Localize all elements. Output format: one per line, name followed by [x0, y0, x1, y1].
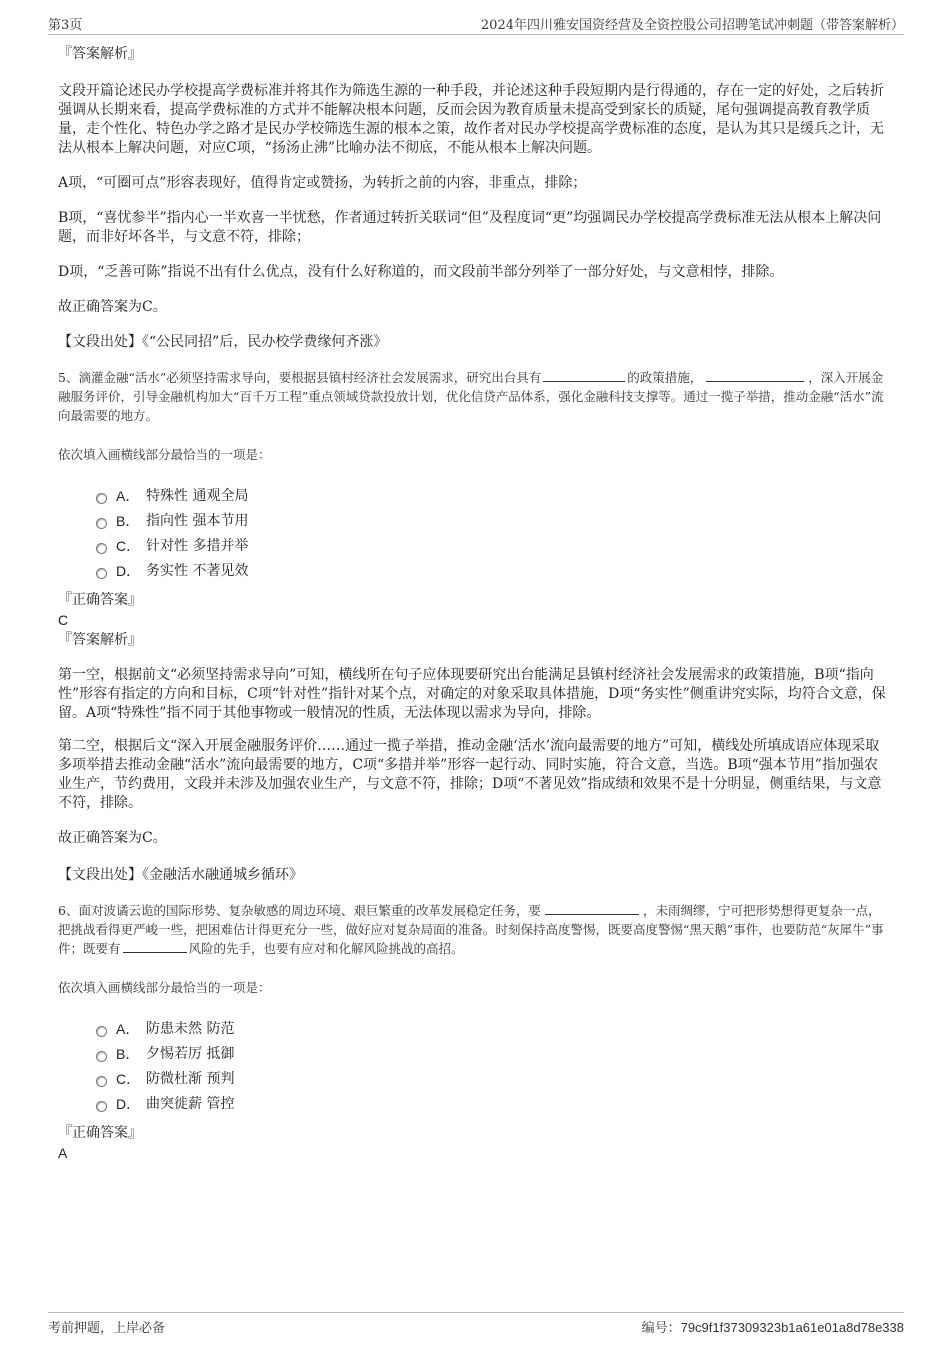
radio-icon[interactable] — [96, 493, 107, 504]
question-prompt: 依次填入画横线部分最恰当的一项是： — [58, 447, 271, 462]
analysis-label: 『答案解析』 — [58, 632, 142, 648]
radio-icon[interactable] — [96, 1101, 107, 1112]
radio-icon[interactable] — [96, 518, 107, 529]
option-c[interactable]: C． 针对性 多措并举 — [96, 534, 888, 559]
radio-icon[interactable] — [96, 568, 107, 579]
page-footer — [48, 1312, 904, 1337]
document-code: 编号：79c9f1f37309323b1a61e01a8d78e338 — [641, 1320, 904, 1336]
analysis-paragraph: B项，“喜忧参半”指内心一半欢喜一半忧愁，作者通过转折关联词“但”及程度词“更”均强调民办学校提高学费标准无法从根本上解决问题，而非好坏各半，与文意不符，排除； — [58, 210, 882, 245]
correct-answer: C — [58, 612, 69, 628]
option-list — [96, 484, 888, 584]
conclusion-text: 故正确答案为C。 — [58, 830, 167, 846]
page-number: 第3页 — [48, 18, 83, 33]
option-d[interactable]: D． 务实性 不著见效 — [96, 559, 888, 584]
analysis-paragraph: 文段开篇论述民办学校提高学费标准并将其作为筛选生源的一种手段，并论述这种手段短期内是行得通的，存在一定的好处，之后转折强调从长期来看，提高学费标准的方式并不能解决根本问题，反而会因为教育质量未提高受到家长的质疑，尾句强调提高教育教学质量，走个性化、特色办学之路才是民办学校筛选生源的根本之策，故作者对民办学校提高学费标准的态度，是认为其只是缓兵之计，无法从根本上解决问题，对应C项，“扬汤止沸”比喻办法不彻底，不能从根本上解决问题。 — [58, 83, 884, 156]
option-c[interactable]: C． 防微杜渐 预判 — [96, 1067, 888, 1092]
option-b[interactable]: B． 指向性 强本节用 — [96, 509, 888, 534]
fill-blank — [545, 901, 639, 915]
analysis-label: 『答案解析』 — [58, 46, 142, 62]
footer-slogan: 考前押题，上岸必备 — [48, 1321, 166, 1336]
correct-answer-label: 『正确答案』 — [58, 1125, 142, 1141]
source-citation: 【文段出处】《金融活水融通城乡循环》 — [58, 867, 303, 883]
option-a[interactable]: A． 防患未然 防范 — [96, 1017, 888, 1042]
option-a[interactable]: A． 特殊性 通观全局 — [96, 484, 888, 509]
page-header — [48, 14, 904, 35]
option-list — [96, 1017, 888, 1117]
option-d[interactable]: D． 曲突徙薪 管控 — [96, 1092, 888, 1117]
radio-icon[interactable] — [96, 1076, 107, 1087]
conclusion-text: 故正确答案为C。 — [58, 299, 167, 315]
correct-answer-label: 『正确答案』 — [58, 592, 142, 608]
question-prompt: 依次填入画横线部分最恰当的一项是： — [58, 980, 271, 995]
correct-answer: A — [58, 1145, 68, 1161]
fill-blank — [123, 939, 187, 953]
analysis-paragraph: D项，“乏善可陈”指说不出有什么优点，没有什么好称道的，而文段前半部分列举了一部分好处，与文意相悖，排除。 — [58, 264, 784, 280]
analysis-paragraph: 第一空，根据前文“必须坚持需求导向”可知，横线所在句子应体现要研究出台能满足县镇村经济社会发展需求的政策措施，B项“指向性”形容有指定的方向和目标，C项“针对性”指针对某个点，对确定的对象采取具体措施，D项“务实性”侧重讲究实际，均符合文意，保留。A项“特殊性”指不同于其他事物或一般情况的性质，无法体现以需求为导向，排除。 — [58, 667, 886, 721]
option-b[interactable]: B． 夕惕若厉 抵御 — [96, 1042, 888, 1067]
radio-icon[interactable] — [96, 1026, 107, 1037]
fill-blank — [706, 368, 804, 382]
question-stem: 6、面对波谲云诡的国际形势、复杂敏感的周边环境、艰巨繁重的改革发展稳定任务，要 ，未雨绸缪，宁可把形势想得更复杂一点，把挑战看得更严峻一些，把困难估计得更充分一些，做好应对复杂局面的准备。时刻保持高度警惕，既要高度警惕“黑天鹅”事件，也要防范“灰犀牛”事件；既要有 风险的先手，也要有应对和化解风险挑战的高招。 — [58, 903, 884, 956]
analysis-paragraph: 第二空，根据后文“深入开展金融服务评价……通过一揽子举措，推动金融‘活水’流向最需要的地方”可知，横线处所填成语应体现采取多项举措去推动金融“活水”流向最需要的地方，C项“多措并举”形容一起行动、同时实施，符合文意，当选。B项“强本节用”指加强农业生产，节约费用，文段并未涉及加强农业生产，与文意不符，排除；D项“不著见效”指成绩和效果不是十分明显，侧重结果，与文意不符，排除。 — [58, 738, 882, 811]
document-title: 2024年四川雅安国资经营及全资控股公司招聘笔试冲刺题（带答案解析） — [480, 18, 904, 33]
radio-icon[interactable] — [96, 1051, 107, 1062]
radio-icon[interactable] — [96, 543, 107, 554]
source-citation: 【文段出处】《“公民同招”后，民办校学费缘何齐涨》 — [58, 334, 388, 350]
analysis-paragraph: A项，“可圈可点”形容表现好，值得肯定或赞扬，为转折之前的内容，非重点，排除； — [58, 175, 587, 191]
fill-blank — [543, 368, 625, 382]
question-stem: 5、滴灌金融“活水”必须坚持需求导向，要根据县镇村经济社会发展需求，研究出台具有 的政策措施， ，深入开展金融服务评价，引导金融机构加大“百千万工程”重点领域贷款投放计划，优化信贷产品体系，强化金融科技支撑等。通过一揽子举措，推动金融“活水”流向最需要的地方。 — [58, 370, 884, 423]
page-content — [58, 44, 888, 1163]
